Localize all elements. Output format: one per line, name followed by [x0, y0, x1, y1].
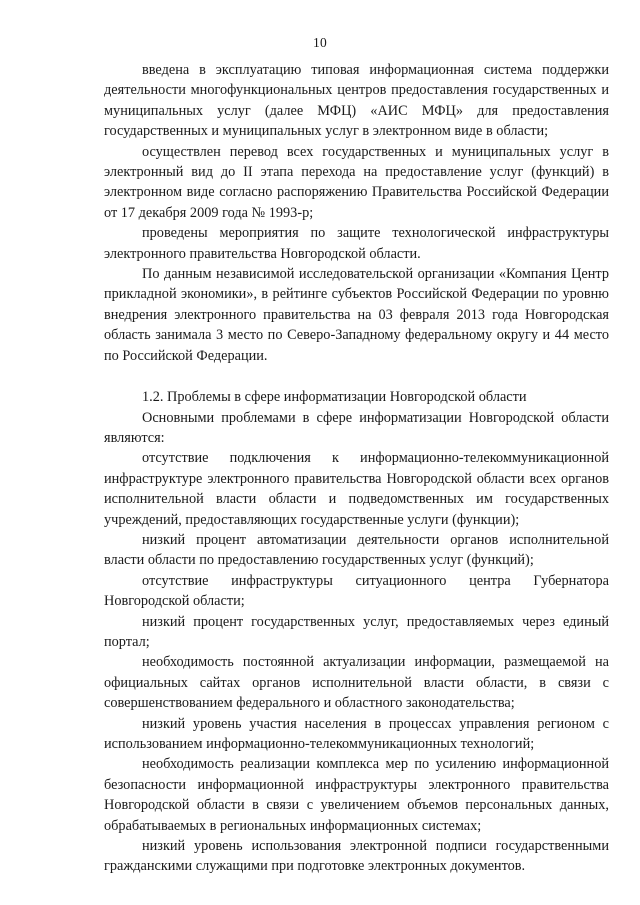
- paragraph: введена в эксплуатацию типовая информационная система поддержки деятельности многофункциональных центров предоставления государственных и муниципальных услуг (далее МФЦ) «АИС МФЦ» для предоставления государственных и муниципальных услуг в электронном виде в области;: [104, 62, 609, 140]
- problem-item: низкий процент государственных услуг, предоставляемых через единый портал;: [104, 613, 609, 650]
- paragraph: осуществлен перевод всех государственных и муниципальных услуг в электронный вид до II этапа перехода на предоставление услуг (функций) в электронном виде согласно распоряжению Правительства Российской Федерации от 17 декабря 2009 года № 1993-р;: [104, 143, 609, 221]
- problem-item: необходимость реализации комплекса мер по усилению информационной безопасности информационной инфраструктуры электронного правительства Новгородской области в связи с увеличением объемов персональных данных, обрабатываемых в региональных информационных системах;: [104, 756, 609, 834]
- problem-item: низкий процент автоматизации деятельности органов исполнительной власти области по предоставлению государственных услуг (функций);: [104, 531, 609, 569]
- problems-intro: Основными проблемами в сфере информатизации Новгородской области являются:: [104, 409, 609, 446]
- section-heading: 1.2. Проблемы в сфере информатизации Новгородской области: [142, 389, 527, 406]
- page-number: 10: [312, 35, 328, 50]
- paragraph: По данным независимой исследовательской организации «Компания Центр прикладной экономики», в рейтинге субъектов Российской Федерации по уровню внедрения электронного правительства на 03 февраля 2013 года Новгородская область занимала 3 место по Северо-Западному федеральному округу и 44 место по Российской Федерации.: [104, 266, 609, 364]
- problem-item: низкий уровень участия населения в процессах управления регионом с использованием информационно-телекоммуникационных технологий;: [104, 715, 609, 752]
- document-body: [104, 60, 609, 877]
- problem-item: отсутствие подключения к информационно-телекоммуникационной инфраструктуре электронного правительства Новгородской области всех органов исполнительной власти области и подведомственных им государственных учреждений, предоставляющих государственные услуги (функции);: [104, 450, 609, 528]
- paragraph: проведены мероприятия по защите технологической инфраструктуры электронного правительства Новгородской области.: [104, 225, 609, 262]
- problem-item: отсутствие инфраструктуры ситуационного центра Губернатора Новгородской области;: [104, 572, 609, 610]
- problem-item: низкий уровень использования электронной подписи государственными гражданскими служащими при подготовке электронных документов.: [104, 838, 609, 875]
- problem-item: необходимость постоянной актуализации информации, размещаемой на официальных сайтах органов исполнительной власти области, в связи с совершенствованием федерального и областного законодательства;: [104, 654, 609, 712]
